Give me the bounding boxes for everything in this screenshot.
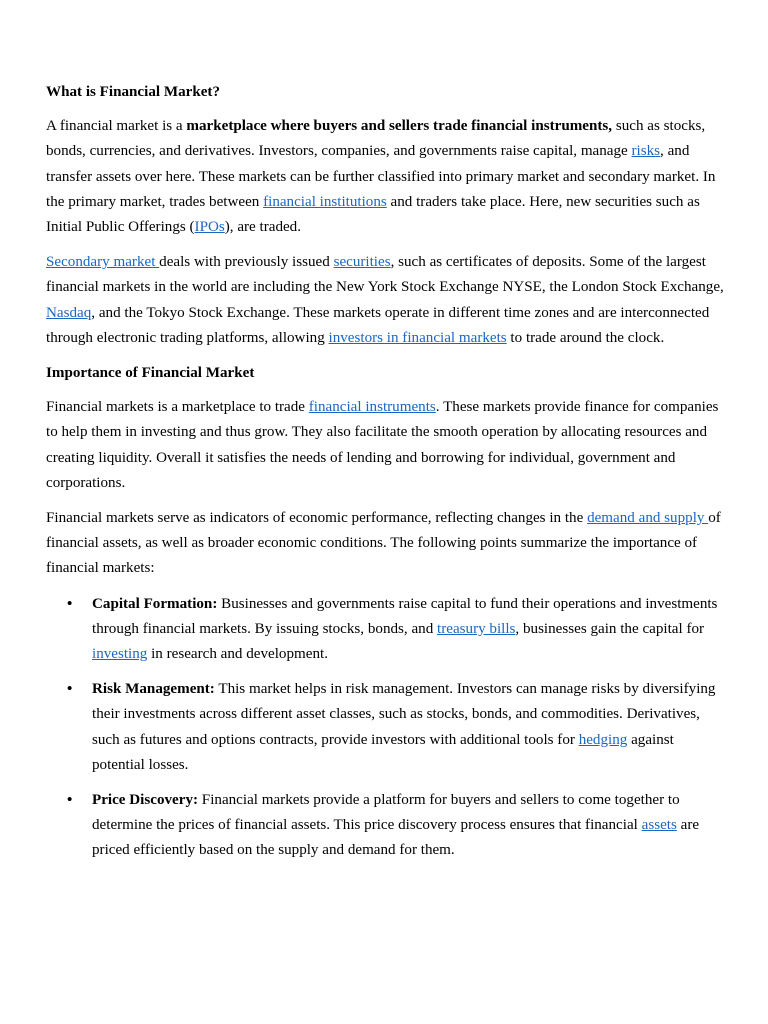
paragraph-secondary-market [46, 250, 726, 351]
link-risks[interactable]: risks [631, 143, 661, 160]
link-demand-and-supply[interactable]: demand and supply [587, 510, 709, 527]
paragraph-definition [46, 114, 726, 240]
link-ipos[interactable]: IPOs [194, 219, 225, 236]
text: Businesses and governments raise capital to fund their operations and investments through financial markets. By issuing stocks, bonds, and [92, 595, 718, 637]
text: , and the Tokyo Stock Exchange. These markets operate in different time zones and are interconnected through electronic trading platforms, allowing [46, 304, 710, 346]
bold-definition: marketplace where buyers and sellers trade financial instruments, [186, 118, 613, 135]
text: Financial markets provide a platform for buyers and sellers to come together to determine the prices of financial assets. This price discovery process ensures that financial [92, 792, 680, 834]
bullet-icon: • [67, 681, 73, 698]
link-investors-in-financial-markets[interactable]: investors in financial markets [328, 329, 507, 346]
text: of financial assets, as well as broader economic conditions. The following points summarize the importance of financial markets: [46, 510, 721, 577]
text: , such as certificates of deposits. Some of the largest financial markets in the world are including the New York Stock Exchange NYSE, the London Stock Exchange, [46, 254, 724, 296]
text: . These markets provide finance for companies to help them in investing and thus grow. They also facilitate the smooth operation by allocating resources and creating liquidity. Overall it satisfies the needs of lending and borrowing for individual, government and corporations. [46, 399, 719, 491]
text: Financial markets is a marketplace to trade [46, 399, 309, 416]
link-securities[interactable]: securities [333, 254, 391, 271]
text: deals with previously issued [159, 254, 334, 271]
text: A financial market is a [46, 118, 187, 135]
list-item-capital-formation [67, 592, 726, 668]
text: are priced efficiently based on the supply and demand for them. [92, 817, 700, 859]
text: and traders take place. Here, new securities such as Initial Public Offerings ( [46, 193, 700, 236]
link-secondary-market[interactable]: Secondary market [46, 254, 160, 271]
list-item-risk-management [67, 677, 726, 778]
text: , and transfer assets over here. These markets can be further classified into primary market and secondary market. In the primary market, trades between [46, 143, 716, 210]
paragraph-indicators [46, 506, 726, 582]
bullet-icon: • [67, 792, 73, 809]
text: against potential losses. [92, 731, 674, 773]
link-treasury-bills[interactable]: treasury bills [437, 620, 516, 637]
link-investing[interactable]: investing [92, 646, 148, 663]
heading-what-is-financial-market: What is Financial Market? [46, 84, 220, 100]
heading-importance: Importance of Financial Market [46, 365, 255, 382]
text: This market helps in risk management. Investors can manage risks by diversifying their investments across different asset classes, such as stocks, bonds, and commodities. Derivatives, such as futures and options contracts, provide investors with additional tools for [92, 681, 716, 748]
text: to trade around the clock. [506, 329, 665, 346]
link-assets[interactable]: assets [641, 817, 677, 834]
text: , businesses gain the capital for [515, 620, 705, 637]
item-title: Price Discovery: [92, 792, 199, 809]
text: ), are traded. [224, 219, 302, 236]
link-financial-instruments[interactable]: financial instruments [308, 399, 436, 416]
text: in research and development. [147, 646, 328, 663]
link-nasdaq[interactable]: Nasdaq [46, 304, 92, 321]
bullet-icon: • [67, 595, 73, 612]
item-title: Capital Formation: [92, 595, 218, 612]
text: Financial markets serve as indicators of economic performance, reflecting changes in the [46, 510, 588, 527]
text: such as stocks, bonds, currencies, and derivatives. Investors, companies, and governments raise capital, manage [46, 118, 706, 160]
paragraph-importance [46, 395, 726, 496]
item-title: Risk Management: [92, 681, 215, 698]
link-hedging[interactable]: hedging [578, 731, 628, 748]
list-item-price-discovery [67, 788, 726, 864]
importance-list [46, 592, 726, 864]
link-financial-institutions[interactable]: financial institutions [263, 193, 387, 210]
